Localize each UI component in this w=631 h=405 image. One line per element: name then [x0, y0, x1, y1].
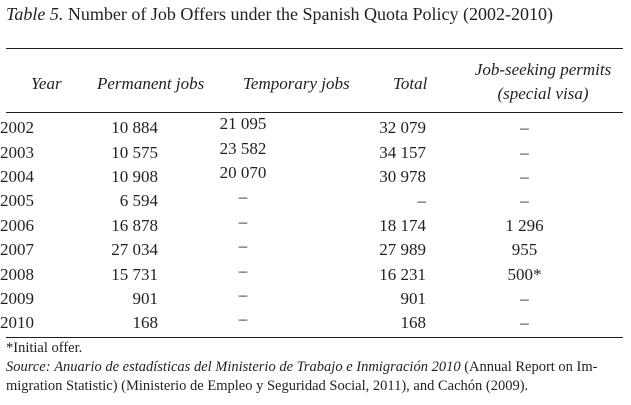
cell-total: 16 231 — [379, 264, 426, 284]
cell-permanent: 6 594 — [119, 191, 158, 211]
header-seeking-line2: (special visa) — [497, 84, 589, 103]
cell-total: 32 079 — [379, 118, 426, 138]
header-temporary: Temporary jobs — [243, 74, 350, 93]
footnote-initial-offer: *Initial offer. — [6, 340, 83, 356]
cell-seeking: – — [520, 191, 529, 211]
cell-temporary-value: – — [238, 284, 248, 304]
cell-temporary-value: – — [238, 236, 248, 256]
cell-year: 2006 — [0, 215, 34, 235]
cell-seeking: – — [520, 313, 529, 333]
cell-year: 2002 — [0, 118, 34, 138]
cell-permanent: 10 908 — [111, 166, 158, 186]
table-row — [0, 189, 623, 213]
cell-total: 168 — [400, 313, 426, 333]
cell-permanent: 168 — [132, 313, 158, 333]
cell-seeking: 1 296 — [505, 215, 544, 235]
data-table — [0, 116, 623, 336]
caption-title: Number of Job Offers under the Spanish Quota Policy (2002-2010) — [67, 4, 553, 24]
cell-seeking: 955 — [511, 240, 538, 260]
cell-temporary-value: 23 582 — [219, 138, 267, 158]
table-row — [0, 238, 623, 262]
cell-permanent: 16 878 — [111, 215, 158, 235]
cell-year: 2008 — [0, 264, 34, 284]
cell-temporary — [158, 116, 328, 140]
cell-temporary-value: 20 070 — [219, 162, 267, 182]
cell-temporary — [158, 284, 328, 311]
source-label: Source: — [6, 359, 51, 375]
cell-total: – — [417, 191, 426, 211]
cell-permanent: 10 884 — [111, 118, 158, 138]
source-note-line2: migration Statistic) (Ministerio de Empleo y Seguridad Social, 2011), and Cachón (2009). — [6, 378, 529, 394]
header-year: Year — [31, 74, 62, 93]
cell-temporary — [158, 162, 328, 189]
cell-year: 2007 — [0, 240, 34, 260]
cell-seeking: – — [520, 118, 529, 138]
cell-permanent: 27 034 — [111, 240, 158, 260]
source-description: (Annual Report on Im- — [464, 359, 598, 375]
cell-total: 901 — [400, 288, 426, 308]
cell-temporary-value: – — [238, 187, 248, 207]
cell-temporary — [158, 262, 328, 286]
table-row — [0, 287, 623, 311]
bottom-rule — [6, 337, 623, 338]
cell-year: 2004 — [0, 166, 34, 186]
header-seeking-line1: Job-seeking permits — [474, 60, 612, 79]
cell-seeking: – — [520, 142, 529, 162]
cell-total: 30 978 — [379, 166, 426, 186]
header-total: Total — [393, 74, 428, 93]
cell-total: 18 174 — [379, 215, 426, 235]
cell-temporary — [158, 238, 328, 262]
table-caption — [6, 4, 553, 25]
cell-permanent: 10 575 — [111, 142, 158, 162]
cell-total: 34 157 — [379, 142, 426, 162]
cell-seeking: – — [520, 166, 529, 186]
header-rule — [6, 112, 623, 113]
cell-year: 2005 — [0, 191, 34, 211]
cell-total: 27 989 — [379, 240, 426, 260]
cell-year: 2009 — [0, 288, 34, 308]
source-title: Anuario de estadísticas del Ministerio de Trabajo e Inmigración 2010 — [54, 359, 461, 375]
cell-permanent: 15 731 — [111, 264, 158, 284]
table-row — [0, 116, 623, 140]
caption-label: Table 5. — [6, 4, 64, 24]
cell-seeking: 500* — [507, 264, 542, 284]
cell-temporary — [158, 140, 328, 164]
cell-year: 2003 — [0, 142, 34, 162]
header-permanent: Permanent jobs — [97, 74, 205, 93]
source-note-line1 — [6, 359, 598, 376]
cell-temporary-value: 21 095 — [219, 114, 267, 134]
cell-temporary — [158, 189, 328, 213]
cell-temporary-value: – — [238, 211, 248, 231]
cell-temporary-value: – — [238, 260, 248, 280]
cell-permanent: 901 — [132, 288, 158, 308]
table-row — [0, 262, 623, 286]
cell-temporary-value: – — [238, 309, 248, 329]
table-row — [0, 165, 623, 189]
cell-temporary — [158, 211, 328, 238]
cell-seeking: – — [520, 288, 529, 308]
cell-year: 2010 — [0, 313, 34, 333]
table-row — [0, 311, 623, 335]
cell-temporary — [158, 311, 328, 335]
top-rule — [6, 48, 623, 49]
table-row — [0, 214, 623, 238]
table-row — [0, 140, 623, 164]
